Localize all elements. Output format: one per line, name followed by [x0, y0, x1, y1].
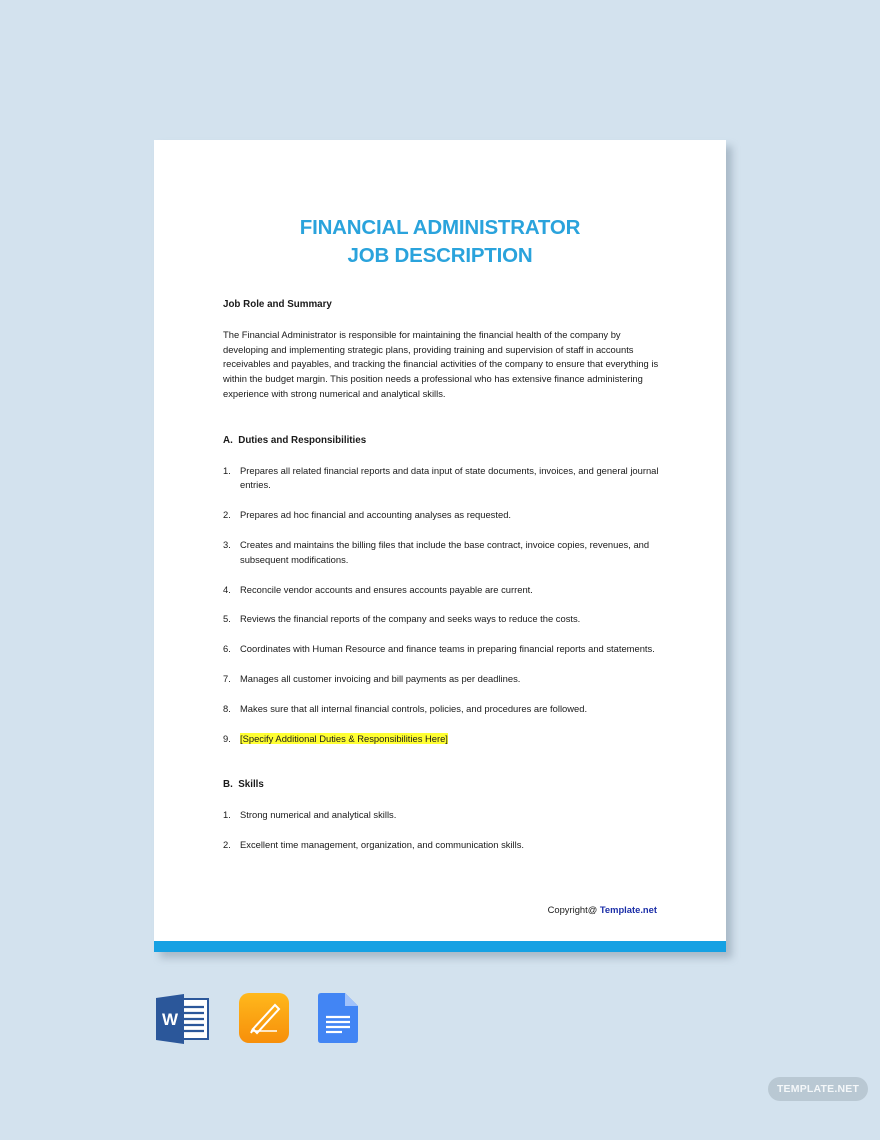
google-docs-icon[interactable] — [318, 993, 358, 1048]
document-content — [223, 298, 663, 853]
item-text: Excellent time management, organization, and communication skills. — [240, 838, 524, 850]
title-line-1: FINANCIAL ADMINISTRATOR — [299, 216, 581, 239]
item-number: 1. — [223, 464, 231, 476]
item-number: 6. — [223, 643, 231, 655]
item-text: Strong numerical and analytical skills. — [240, 809, 397, 821]
list-item — [223, 642, 663, 657]
list-item — [223, 464, 663, 494]
page-bottom-bar — [154, 941, 726, 952]
title-line-2: JOB DESCRIPTION — [347, 244, 533, 267]
list-item — [223, 508, 663, 523]
list-item — [223, 583, 663, 598]
item-number: 7. — [223, 672, 231, 684]
pages-icon[interactable] — [239, 993, 289, 1048]
list-item — [223, 672, 663, 687]
item-number: 1. — [223, 809, 231, 821]
item-number: 9. — [223, 732, 231, 744]
item-text: Creates and maintains the billing files that include the base contract, invoice copies, revenues, and subsequent modifications. — [240, 538, 650, 565]
item-number: 2. — [223, 838, 231, 850]
list-item — [223, 612, 663, 627]
copyright-link[interactable]: Template.net — [599, 904, 657, 915]
item-number: 4. — [223, 583, 231, 595]
item-number: 2. — [223, 509, 231, 521]
item-text: Reviews the financial reports of the company and seeks ways to reduce the costs. — [240, 613, 581, 625]
duties-list — [223, 464, 663, 747]
placeholder-highlight: [Specify Additional Duties & Responsibilities Here] — [240, 732, 448, 744]
document-title — [154, 214, 726, 270]
list-item — [223, 702, 663, 717]
duties-heading: A. Duties and Responsibilities — [223, 434, 367, 446]
summary-text: The Financial Administrator is responsible for maintaining the financial health of the company by developing and implementing strategic plans, providing training and supervision of staff in accounts receivables and payables, and tracking the financial activities of the company to ensure that everything is within the budget margin. This position needs a professional who has extensive finance administering experience with strong numerical and analytical skills. — [223, 328, 659, 399]
svg-text:W: W — [161, 1010, 179, 1029]
item-text: Prepares ad hoc financial and accounting analyses as requested. — [240, 509, 512, 521]
summary-heading: Job Role and Summary — [223, 299, 332, 310]
list-item — [223, 808, 663, 823]
item-number: 8. — [223, 702, 231, 714]
copyright-prefix: Copyright@ — [547, 904, 600, 915]
item-number: 5. — [223, 613, 231, 625]
item-text: Reconcile vendor accounts and ensures accounts payable are current. — [240, 583, 533, 595]
item-text: Makes sure that all internal financial controls, policies, and procedures are followed. — [240, 702, 588, 714]
watermark-badge: TEMPLATE.NET — [768, 1077, 868, 1101]
word-icon[interactable] — [156, 994, 210, 1049]
item-text: Coordinates with Human Resource and finance teams in preparing financial reports and statements. — [240, 643, 655, 655]
list-item — [223, 538, 663, 568]
skills-list — [223, 808, 663, 853]
item-text: Manages all customer invoicing and bill payments as per deadlines. — [240, 672, 521, 684]
item-text: Prepares all related financial reports and data input of state documents, invoices, and general journal entries. — [240, 464, 659, 491]
skills-heading: B. Skills — [223, 779, 264, 791]
copyright — [548, 904, 657, 915]
list-item — [223, 732, 663, 747]
list-item — [223, 838, 663, 853]
document-page — [154, 140, 726, 952]
item-number: 3. — [223, 538, 231, 550]
